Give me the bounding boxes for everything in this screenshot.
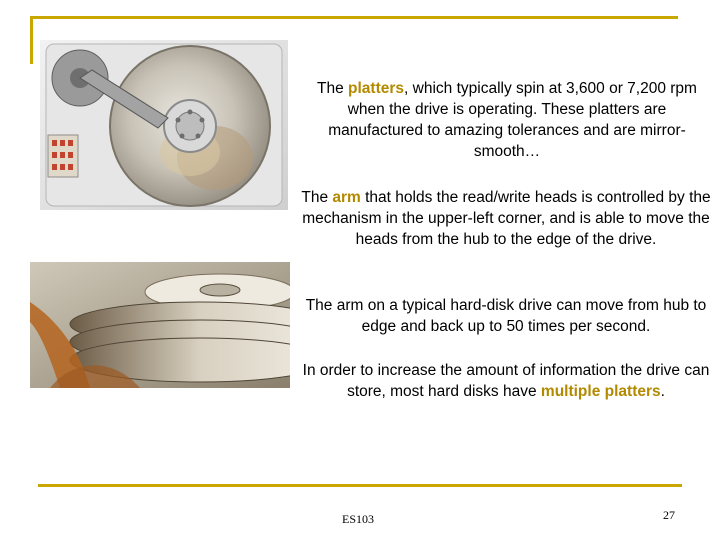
page-number: 27 — [663, 508, 675, 522]
arm-highlight: arm — [332, 189, 361, 206]
paragraph-4-after: . — [660, 383, 665, 400]
platters-paragraph — [300, 78, 714, 162]
multiple-platters-highlight: multiple platters — [540, 383, 661, 400]
hard-drive-platter-photo — [40, 40, 288, 210]
multiple-platters-paragraph — [296, 360, 716, 402]
arm-speed-paragraph: The arm on a typical hard-disk drive can move from hub to edge and back up to 50 times per second. — [305, 297, 707, 335]
bottom-accent-rule — [38, 484, 682, 487]
arm-paragraph — [296, 187, 716, 250]
paragraph-2-before: The — [301, 189, 333, 206]
paragraph-2-after: that holds the read/write heads is controlled by the mechanism in the upper-left corner, and is able to move the heads from the hub to the edge of the drive. — [302, 189, 711, 248]
top-accent-rule — [30, 16, 678, 19]
stacked-platters-photo — [30, 262, 290, 388]
platters-highlight: platters — [348, 80, 405, 97]
paragraph-1-before: The — [317, 80, 349, 97]
paragraph-1-after: , which typically spin at 3,600 or 7,200 rpm when the drive is operating. These platters are manufactured to amazing tolerances and are mirror-smooth… — [328, 80, 697, 160]
paragraph-4-before: In order to increase the amount of information the drive can store, most hard disks have — [302, 362, 710, 400]
footer-course-code: ES103 — [342, 512, 375, 526]
left-accent-rule — [30, 16, 33, 64]
